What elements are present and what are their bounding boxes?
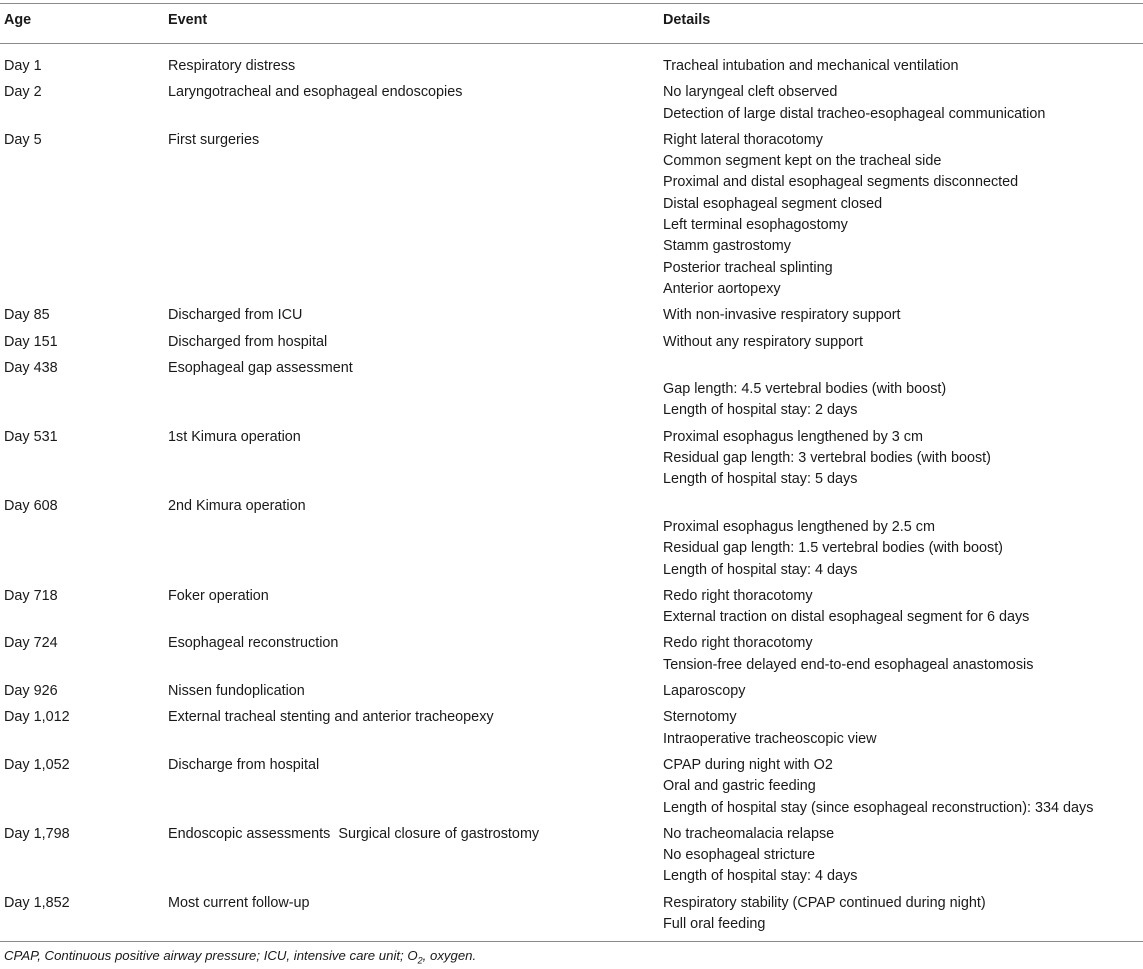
detail-line: Residual gap length: 3 vertebral bodies (with boost) — [663, 450, 991, 467]
table-header — [0, 12, 1143, 36]
detail-line: Redo right thoracotomy — [663, 587, 813, 604]
footnote-text: CPAP, Continuous positive airway pressure; ICU, intensive care unit; O — [4, 948, 418, 963]
header-age: Age — [4, 12, 32, 28]
cell-event: Discharged from ICU — [168, 307, 303, 324]
cell-age: Day 1,852 — [4, 894, 70, 911]
detail-line: Residual gap length: 1.5 vertebral bodies (with boost) — [663, 540, 1003, 557]
detail-line: Length of hospital stay: 4 days — [663, 868, 858, 885]
detail-line: Common segment kept on the tracheal side — [663, 153, 942, 170]
detail-line: External traction on distal esophageal segment for 6 days — [663, 609, 1030, 626]
table-row — [0, 633, 1143, 681]
cell-age: Day 151 — [4, 333, 58, 350]
cell-age: Day 718 — [4, 587, 58, 604]
cell-event: Endoscopic assessments Surgical closure of gastrostomy — [168, 825, 540, 842]
table-row — [0, 358, 1143, 427]
detail-line: Gap length: 4.5 vertebral bodies (with boost) — [663, 381, 947, 398]
cell-event: External tracheal stenting and anterior tracheopexy — [168, 709, 494, 726]
table-row — [0, 755, 1143, 824]
table-row — [0, 893, 1143, 941]
footnote-subscript: 2 — [417, 955, 423, 966]
cell-age: Day 438 — [4, 359, 58, 376]
cell-event: Esophageal reconstruction — [168, 635, 339, 652]
cell-event: Esophageal gap assessment — [168, 359, 353, 376]
cell-age: Day 1,052 — [4, 756, 70, 773]
detail-line: Proximal esophagus lengthened by 3 cm — [663, 428, 923, 445]
cell-details — [663, 893, 986, 936]
cell-age: Day 1 — [4, 58, 42, 74]
detail-line: Laparoscopy — [663, 683, 746, 700]
cell-event: Laryngotracheal and esophageal endoscopies — [168, 84, 463, 101]
cell-age: Day 5 — [4, 131, 42, 148]
cell-details — [663, 56, 958, 77]
header-details: Details — [663, 12, 711, 28]
cell-age: Day 2 — [4, 84, 42, 101]
cell-details — [663, 379, 946, 422]
table-row — [0, 82, 1143, 130]
cell-details — [663, 130, 1018, 300]
detail-line: No esophageal stricture — [663, 847, 815, 864]
cell-details — [663, 586, 1029, 629]
detail-line: Without any respiratory support — [663, 333, 863, 350]
cell-details — [663, 427, 991, 491]
detail-line: Tension-free delayed end-to-end esophageal anastomosis — [663, 656, 1034, 673]
cell-age: Day 531 — [4, 428, 58, 445]
detail-line: With non-invasive respiratory support — [663, 307, 901, 324]
cell-details — [663, 681, 745, 702]
detail-line: Length of hospital stay: 2 days — [663, 402, 858, 419]
detail-line: Length of hospital stay: 4 days — [663, 561, 858, 578]
detail-line: Right lateral thoracotomy — [663, 131, 823, 148]
table-row — [0, 681, 1143, 707]
detail-line: Intraoperative tracheoscopic view — [663, 730, 877, 747]
detail-line: Proximal and distal esophageal segments disconnected — [663, 174, 1019, 191]
cell-details — [663, 332, 863, 353]
detail-line: Proximal esophagus lengthened by 2.5 cm — [663, 518, 935, 535]
detail-line: No tracheomalacia relapse — [663, 825, 835, 842]
detail-line: Full oral feeding — [663, 916, 766, 932]
cell-details — [663, 824, 857, 888]
cell-event: Discharge from hospital — [168, 756, 320, 773]
table-bottom-rule — [0, 941, 1143, 942]
detail-line: Posterior tracheal splinting — [663, 259, 833, 276]
detail-line: Detection of large distal tracheo-esophageal communication — [663, 105, 1046, 122]
cell-event: Foker operation — [168, 587, 269, 604]
cell-event: Respiratory distress — [168, 58, 296, 74]
table-row — [0, 130, 1143, 305]
header-event: Event — [168, 12, 208, 28]
cell-details — [663, 707, 877, 750]
detail-line: Distal esophageal segment closed — [663, 195, 883, 212]
cell-event: First surgeries — [168, 131, 260, 148]
table-row — [0, 707, 1143, 755]
detail-line: Redo right thoracotomy — [663, 635, 813, 652]
cell-details — [663, 633, 1033, 676]
detail-line: Length of hospital stay: 5 days — [663, 471, 858, 488]
table-top-rule — [0, 3, 1143, 4]
detail-line: Length of hospital stay (since esophageal reconstruction): 334 days — [663, 799, 1094, 816]
table-row — [0, 305, 1143, 331]
cell-event: Discharged from hospital — [168, 333, 328, 350]
table-row — [0, 496, 1143, 586]
cell-event: Most current follow-up — [168, 894, 310, 911]
cell-age: Day 85 — [4, 307, 50, 324]
cell-event: 2nd Kimura operation — [168, 497, 306, 514]
table-row — [0, 824, 1143, 893]
table-row — [0, 586, 1143, 634]
detail-line: Stamm gastrostomy — [663, 238, 791, 255]
footnote-text-end: , oxygen. — [422, 948, 477, 963]
cell-details — [663, 517, 1003, 581]
detail-line: CPAP during night with O2 — [663, 756, 833, 773]
cell-age: Day 608 — [4, 497, 58, 514]
table-row — [0, 332, 1143, 358]
detail-line: Respiratory stability (CPAP continued during night) — [663, 894, 986, 911]
cell-age: Day 926 — [4, 683, 58, 700]
cell-details — [663, 82, 1045, 125]
detail-line: Oral and gastric feeding — [663, 778, 816, 795]
table-body — [0, 56, 1143, 940]
cell-event: 1st Kimura operation — [168, 428, 301, 445]
table-row — [0, 427, 1143, 496]
detail-line: Tracheal intubation and mechanical ventilation — [663, 58, 959, 74]
cell-age: Day 1,798 — [4, 825, 70, 842]
cell-age: Day 724 — [4, 635, 58, 652]
table-row — [0, 56, 1143, 82]
detail-line: Anterior aortopexy — [663, 280, 781, 297]
detail-line: Sternotomy — [663, 709, 737, 726]
table-footnote — [4, 948, 476, 966]
cell-details — [663, 755, 1093, 819]
cell-details — [663, 305, 901, 326]
cell-event: Nissen fundoplication — [168, 683, 305, 700]
header-rule — [0, 43, 1143, 44]
detail-line: No laryngeal cleft observed — [663, 84, 838, 101]
cell-age: Day 1,012 — [4, 709, 70, 726]
detail-line: Left terminal esophagostomy — [663, 217, 848, 234]
